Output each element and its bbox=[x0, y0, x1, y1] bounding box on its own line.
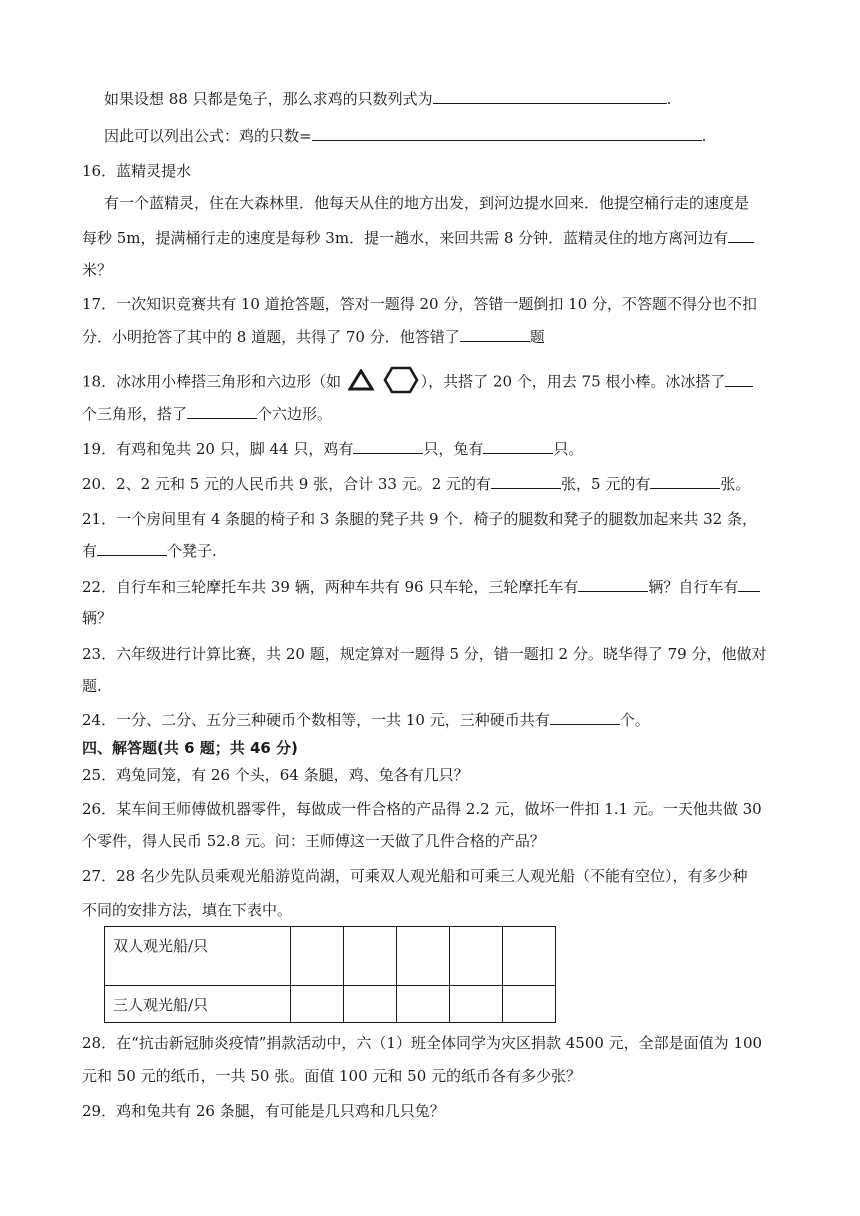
q23-line1: 23．六年级进行计算比赛，共 20 题，规定算对一题得 5 分，错一题扣 2 分。晓华得了 79 分，他做对 bbox=[82, 645, 767, 663]
q20-text-b: 张，5 元的有 bbox=[561, 475, 651, 493]
answer-blank[interactable] bbox=[187, 404, 257, 419]
q15-line2 bbox=[104, 126, 706, 146]
q20-text-c: 张。 bbox=[720, 475, 751, 493]
q16-title: 16．蓝精灵提水 bbox=[82, 162, 192, 180]
q21-text-end: 个凳子. bbox=[167, 542, 217, 560]
answer-blank[interactable] bbox=[460, 327, 530, 342]
answer-blank[interactable] bbox=[353, 439, 423, 454]
table-cell[interactable] bbox=[503, 986, 556, 1023]
q26-line2: 个零件，得人民币 52.8 元。问：王师傅这一天做了几件合格的产品？ bbox=[82, 832, 545, 850]
table-cell[interactable] bbox=[397, 927, 450, 986]
q18-line2 bbox=[82, 404, 332, 424]
q28-line2: 元和 50 元的纸币，一共 50 张。面值 100 元和 50 元的纸币各有多少张？ bbox=[82, 1067, 582, 1085]
q24-line bbox=[82, 710, 650, 730]
q15-text: 如果设想 88 只都是兔子，那么求鸡的只数列式为 bbox=[104, 90, 433, 108]
q20-line bbox=[82, 474, 750, 494]
q19-text-c: 只。 bbox=[553, 440, 584, 458]
q15-period: . bbox=[666, 90, 672, 108]
q21-text: 有 bbox=[82, 542, 98, 560]
q23-line2: 题. bbox=[82, 677, 102, 695]
q26-line1: 26．某车间王师傅做机器零件，每做成一件合格的产品得 2.2 元，做坏一件扣 1.1 元。一天他共做 30 bbox=[82, 800, 762, 818]
row-label-triple-boat: 三人观光船/只 bbox=[105, 986, 291, 1023]
q17-line1: 17．一次知识竞赛共有 10 道抢答题，答对一题得 20 分，答错一题倒扣 10 分，不答题不得分也不扣 bbox=[82, 295, 757, 313]
q29-line: 29．鸡和兔共有 26 条腿，有可能是几只鸡和几只兔？ bbox=[82, 1102, 445, 1120]
answer-blank[interactable] bbox=[650, 474, 720, 489]
q27-line1: 27．28 名少先队员乘观光船游览尚湖，可乘双人观光船和可乘三人观光船（不能有空位），有多少种 bbox=[82, 867, 748, 885]
q21-line1: 21．一个房间里有 4 条腿的椅子和 3 条腿的凳子共 9 个．椅子的腿数和凳子的腿数加起来共 32 条， bbox=[82, 510, 757, 528]
q16-text: 每秒 5m，提满桶行走的速度是每秒 3m．提一趟水，来回共需 8 分钟．蓝精灵住的地方离河边有 bbox=[82, 229, 729, 247]
q18-text-a: 个三角形，搭了 bbox=[82, 405, 188, 423]
q22-text-b: 辆？自行车有 bbox=[648, 578, 739, 596]
answer-blank[interactable] bbox=[725, 372, 753, 387]
answer-blank[interactable] bbox=[433, 89, 667, 104]
q25-line: 25．鸡兔同笼，有 26 个头，64 条腿，鸡、兔各有几只？ bbox=[82, 766, 469, 784]
q20-text-a: 20．2、2 元和 5 元的人民币共 9 张，合计 33 元。2 元的有 bbox=[82, 475, 492, 493]
q18-text-post: ），共搭了 20 个，用去 75 根小棒。冰冰搭了 bbox=[420, 372, 726, 391]
q15-formula-text: 因此可以列出公式：鸡的只数= bbox=[104, 127, 312, 145]
row-label-double-boat: 双人观光船/只 bbox=[105, 927, 291, 986]
section-heading: 四、解答题(共 6 题；共 46 分) bbox=[82, 739, 298, 757]
q16-line2 bbox=[82, 228, 754, 248]
table-cell[interactable] bbox=[344, 927, 397, 986]
triangle-icon bbox=[348, 369, 374, 396]
hexagon-icon bbox=[383, 366, 419, 399]
q19-text-b: 只，兔有 bbox=[423, 440, 484, 458]
answer-blank[interactable] bbox=[312, 126, 702, 141]
q17-text-end: 题 bbox=[529, 328, 545, 346]
q22-line2: 辆？ bbox=[82, 609, 113, 627]
table-row bbox=[105, 986, 556, 1023]
q19-text-a: 19．有鸡和兔共 20 只，脚 44 只，鸡有 bbox=[82, 440, 354, 458]
answer-blank[interactable] bbox=[550, 710, 620, 725]
table-cell[interactable] bbox=[397, 986, 450, 1023]
q16-line3: 米？ bbox=[82, 261, 113, 279]
table-cell[interactable] bbox=[344, 986, 397, 1023]
q28-line1: 28．在“抗击新冠肺炎疫情”捐款活动中，六（1）班全体同学为灾区捐款 4500 元，全部是面值为 100 bbox=[82, 1034, 763, 1052]
q15-line1 bbox=[104, 89, 671, 109]
q24-text-b: 个。 bbox=[619, 711, 650, 729]
q18-line1 bbox=[82, 366, 753, 399]
q15-period: . bbox=[701, 127, 707, 145]
answer-blank[interactable] bbox=[738, 577, 760, 592]
q19-line bbox=[82, 439, 583, 459]
answer-blank[interactable] bbox=[728, 228, 754, 243]
table-row bbox=[105, 927, 556, 986]
q27-line2: 不同的安排方法，填在下表中。 bbox=[82, 901, 293, 919]
answer-blank[interactable] bbox=[97, 541, 167, 556]
answer-blank[interactable] bbox=[483, 439, 553, 454]
boat-arrangement-table bbox=[104, 926, 556, 1023]
q16-line1: 有一个蓝精灵，住在大森林里．他每天从住的地方出发，到河边提水回来．他提空桶行走的速度是 bbox=[104, 194, 750, 212]
q22-line1 bbox=[82, 577, 760, 597]
q24-text-a: 24．一分、二分、五分三种硬币个数相等，一共 10 元，三种硬币共有 bbox=[82, 711, 550, 729]
q18-text: 18．冰冰用小棒搭三角形和六边形（如 bbox=[82, 372, 342, 391]
table-cell[interactable] bbox=[291, 927, 344, 986]
q17-line2 bbox=[82, 327, 545, 347]
q17-text: 分．小明抢答了其中的 8 道题，共得了 70 分．他答错了 bbox=[82, 328, 460, 346]
table-cell[interactable] bbox=[450, 927, 503, 986]
table-cell[interactable] bbox=[450, 986, 503, 1023]
q21-line2 bbox=[82, 541, 217, 561]
answer-blank[interactable] bbox=[491, 474, 561, 489]
table-cell[interactable] bbox=[503, 927, 556, 986]
q18-text-b: 个六边形。 bbox=[257, 405, 333, 423]
answer-blank[interactable] bbox=[578, 577, 648, 592]
q22-text-a: 22．自行车和三轮摩托车共 39 辆，两种车共有 96 只车轮，三轮摩托车有 bbox=[82, 578, 579, 596]
table-cell[interactable] bbox=[291, 986, 344, 1023]
